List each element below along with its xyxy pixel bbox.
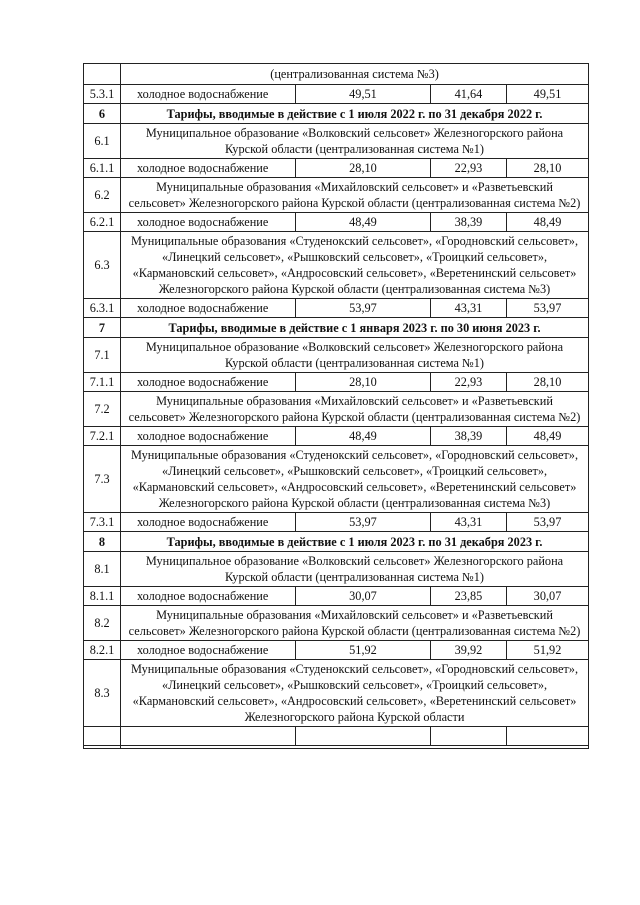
table-row (84, 427, 589, 446)
table-row (84, 299, 589, 318)
row-number: 6.1 (84, 124, 121, 159)
row-number: 8.1.1 (84, 587, 121, 606)
tariff-value-1: 48,49 (296, 427, 431, 446)
row-description: Муниципальные образования «Михайловский сельсовет» и «Разветьевский сельсовет» Железногорского района Курской области (централизованная система №2) (121, 178, 589, 213)
tariff-value-3: 51,92 (507, 641, 589, 660)
service-name (121, 727, 296, 746)
service-name: холодное водоснабжение (121, 427, 296, 446)
tariff-value-2: 22,93 (431, 373, 507, 392)
section-title: Тарифы, вводимые в действие с 1 января 2023 г. по 30 июня 2023 г. (121, 318, 589, 338)
row-number: 7.1.1 (84, 373, 121, 392)
section-header-row (84, 104, 589, 124)
table-row (84, 85, 589, 104)
tariff-value-2: 39,92 (431, 641, 507, 660)
service-name: холодное водоснабжение (121, 373, 296, 392)
row-number: 6.2 (84, 178, 121, 213)
row-description: Муниципальные образования «Студенокский сельсовет», «Городновский сельсовет», «Линецкий сельсовет», «Рышковский сельсовет», «Троицкий сельсовет», «Кармановский сельсовет», «Андросовский сельсовет», «Веретенинский сельсовет» Железногорского района Курской области (121, 660, 589, 727)
table-row (84, 178, 589, 213)
section-title: Тарифы, вводимые в действие с 1 июля 2022 г. по 31 декабря 2022 г. (121, 104, 589, 124)
tariff-value-1: 28,10 (296, 373, 431, 392)
tariff-value-2: 43,31 (431, 299, 507, 318)
row-description: Муниципальные образования «Михайловский сельсовет» и «Разветьевский сельсовет» Железногорского района Курской области (централизованная система №2) (121, 606, 589, 641)
tariff-value-1: 48,49 (296, 213, 431, 232)
row-description: Муниципальное образование «Волковский сельсовет» Железногорского района Курской области (централизованная система №1) (121, 124, 589, 159)
table-row (84, 338, 589, 373)
section-header-row (84, 318, 589, 338)
tariff-value-2: 22,93 (431, 159, 507, 178)
table-row (84, 641, 589, 660)
section-number: 7 (84, 318, 121, 338)
tariff-value-1: 53,97 (296, 299, 431, 318)
tariff-value-3: 28,10 (507, 373, 589, 392)
row-number: 8.2 (84, 606, 121, 641)
table-row (84, 392, 589, 427)
tariff-value-3: 48,49 (507, 213, 589, 232)
tariff-value-2 (431, 727, 507, 746)
row-number: 7.2 (84, 392, 121, 427)
service-name: холодное водоснабжение (121, 159, 296, 178)
table-row (84, 446, 589, 513)
tariff-value-1: 49,51 (296, 85, 431, 104)
section-number: 6 (84, 104, 121, 124)
service-name: холодное водоснабжение (121, 299, 296, 318)
row-description: Муниципальное образование «Волковский сельсовет» Железногорского района Курской области (централизованная система №1) (121, 338, 589, 373)
table-row (84, 660, 589, 727)
tariff-value-3: 53,97 (507, 299, 589, 318)
row-description: Муниципальные образования «Михайловский сельсовет» и «Разветьевский сельсовет» Железногорского района Курской области (централизованная система №2) (121, 392, 589, 427)
row-number: 7.3 (84, 446, 121, 513)
row-description: Муниципальное образование «Волковский сельсовет» Железногорского района Курской области (централизованная система №1) (121, 552, 589, 587)
service-name: холодное водоснабжение (121, 587, 296, 606)
table-row (84, 159, 589, 178)
row-number: 8.2.1 (84, 641, 121, 660)
table-row (84, 513, 589, 532)
table-row (84, 606, 589, 641)
tariff-value-2: 38,39 (431, 213, 507, 232)
row-description: Муниципальные образования «Студенокский сельсовет», «Городновский сельсовет», «Линецкий сельсовет», «Рышковский сельсовет», «Троицкий сельсовет», «Кармановский сельсовет», «Андросовский сельсовет», «Веретенинский сельсовет» Железногорского района Курской области (централизованная система №3) (121, 232, 589, 299)
table-row (84, 124, 589, 159)
row-number: 8.1 (84, 552, 121, 587)
table-row (84, 746, 589, 749)
service-name: холодное водоснабжение (121, 513, 296, 532)
service-name: холодное водоснабжение (121, 85, 296, 104)
tariff-value-1: 53,97 (296, 513, 431, 532)
row-number: 6.3 (84, 232, 121, 299)
service-name: холодное водоснабжение (121, 213, 296, 232)
tariff-value-1: 51,92 (296, 641, 431, 660)
table-row (84, 64, 589, 85)
row-description (121, 746, 589, 749)
row-number: 6.3.1 (84, 299, 121, 318)
table-row (84, 232, 589, 299)
row-number (84, 746, 121, 749)
row-number (84, 727, 121, 746)
table-row (84, 587, 589, 606)
tariff-value-3: 53,97 (507, 513, 589, 532)
tariff-value-1 (296, 727, 431, 746)
tariff-value-2: 41,64 (431, 85, 507, 104)
row-number: 5.3.1 (84, 85, 121, 104)
tariff-table (83, 63, 589, 749)
tariff-value-1: 30,07 (296, 587, 431, 606)
row-description: Муниципальные образования «Студенокский сельсовет», «Городновский сельсовет», «Линецкий сельсовет», «Рышковский сельсовет», «Троицкий сельсовет», «Кармановский сельсовет», «Андросовский сельсовет», «Веретенинский сельсовет» Железногорского района Курской области (централизованная система №3) (121, 446, 589, 513)
table-row (84, 552, 589, 587)
row-number: 7.2.1 (84, 427, 121, 446)
row-number: 7.3.1 (84, 513, 121, 532)
tariff-value-1: 28,10 (296, 159, 431, 178)
section-header-row (84, 532, 589, 552)
tariff-value-3: 49,51 (507, 85, 589, 104)
table-row (84, 727, 589, 746)
row-number: 6.1.1 (84, 159, 121, 178)
row-description: (централизованная система №3) (121, 64, 589, 85)
tariff-value-2: 38,39 (431, 427, 507, 446)
row-number: 6.2.1 (84, 213, 121, 232)
tariff-value-2: 43,31 (431, 513, 507, 532)
tariff-value-3: 48,49 (507, 427, 589, 446)
tariff-value-3: 30,07 (507, 587, 589, 606)
table-row (84, 213, 589, 232)
row-number (84, 64, 121, 85)
table-row (84, 373, 589, 392)
section-title: Тарифы, вводимые в действие с 1 июля 2023 г. по 31 декабря 2023 г. (121, 532, 589, 552)
row-number: 8.3 (84, 660, 121, 727)
row-number: 7.1 (84, 338, 121, 373)
service-name: холодное водоснабжение (121, 641, 296, 660)
section-number: 8 (84, 532, 121, 552)
tariff-value-2: 23,85 (431, 587, 507, 606)
tariff-value-3 (507, 727, 589, 746)
tariff-value-3: 28,10 (507, 159, 589, 178)
